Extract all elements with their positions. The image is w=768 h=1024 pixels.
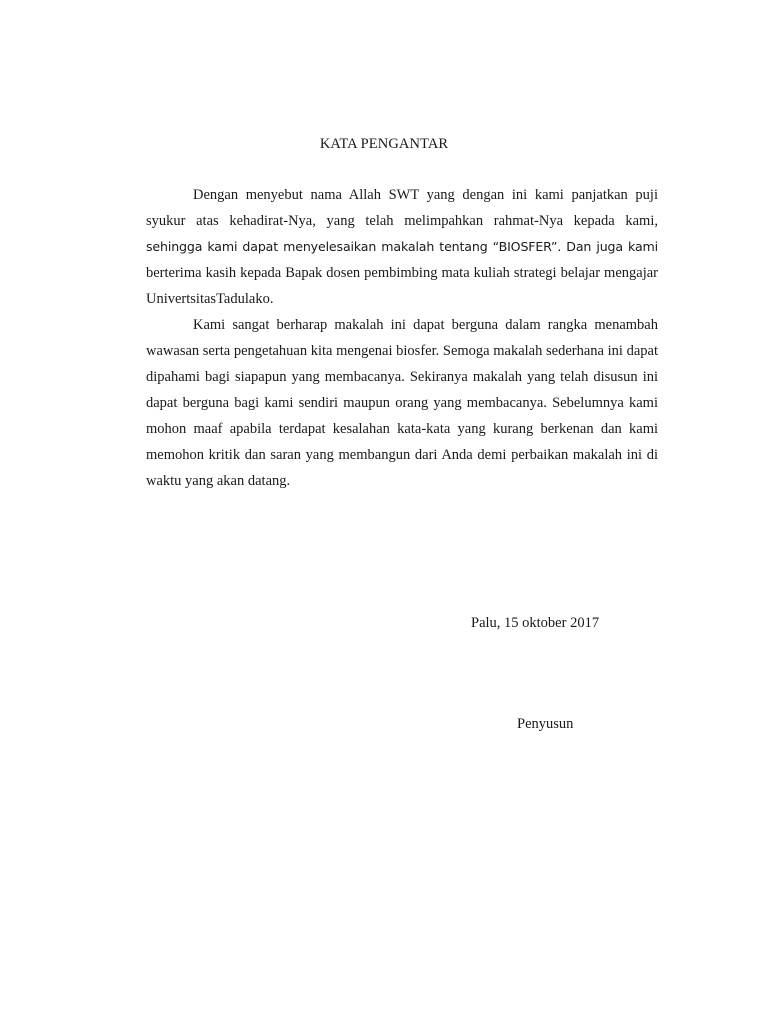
paragraph-1-part-3: berterima kasih kepada Bapak dosen pembimbing mata kuliah strategi belajar mengajar UnivertsitasTadulako. xyxy=(146,265,658,307)
paragraph-1-part-2: sehingga kami dapat menyelesaikan makalah tentang “BIOSFER”. Dan juga kami xyxy=(146,239,658,254)
date-line: Palu, 15 oktober 2017 xyxy=(471,615,600,631)
paragraph-1 xyxy=(146,182,658,312)
paragraph-1-part-1: Dengan menyebut nama Allah SWT yang dengan ini kami panjatkan puji syukur atas kehadirat-Nya, yang telah melimpahkan rahmat-Nya kepada kami, xyxy=(146,187,658,229)
paragraph-2: Kami sangat berharap makalah ini dapat berguna dalam rangka menambah wawasan serta pengetahuan kita mengenai biosfer. Semoga makalah sederhana ini dapat dipahami bagi siapapun yang membacanya. Sekiranya makalah yang telah disusun ini dapat berguna bagi kami sendiri maupun orang yang membacanya. Sebelumnya kami mohon maaf apabila terdapat kesalahan kata-kata yang kurang berkenan dan kami memohon kritik dan saran yang membangun dari Anda demi perbaikan makalah ini di waktu yang akan datang. xyxy=(146,317,658,489)
page-title: KATA PENGANTAR xyxy=(319,136,449,152)
document-body xyxy=(146,182,658,494)
signer-label: Penyusun xyxy=(517,716,574,732)
